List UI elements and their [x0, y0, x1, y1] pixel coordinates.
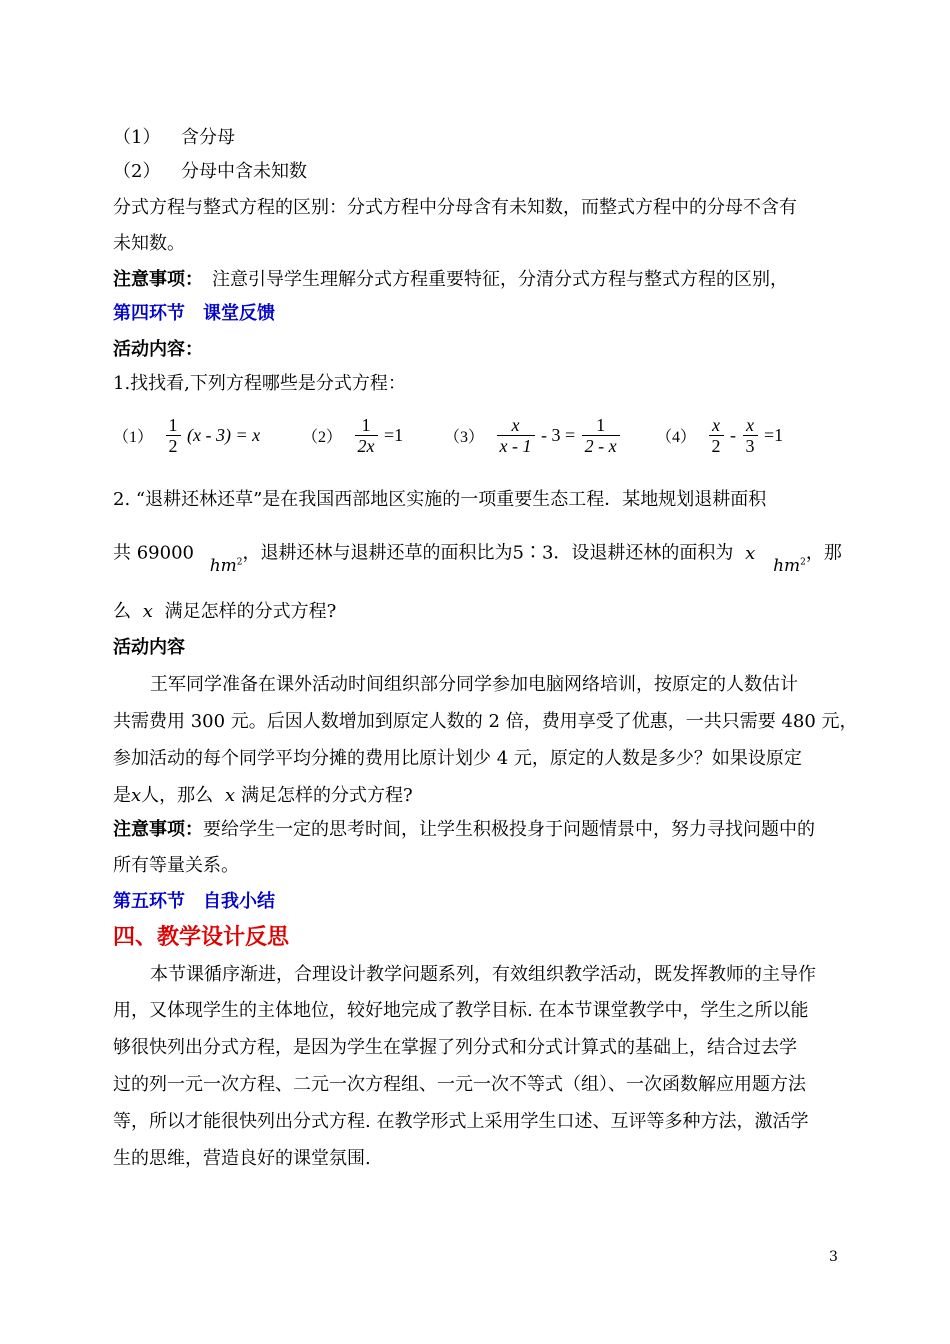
equation-label: （2）: [302, 429, 343, 446]
numerator: x: [511, 415, 520, 435]
paragraph-line: 等，所以才能很快列出分式方程. 在教学形式上采用学生口述、互评等多种方法，激活学: [113, 1111, 809, 1132]
note-label: 注意事项：: [113, 269, 194, 290]
equation-rest: =1: [384, 425, 404, 445]
fraction: [743, 415, 758, 456]
equation-label: （4）: [656, 429, 697, 446]
numerator: 1: [361, 415, 371, 435]
unit-hm2: [210, 556, 243, 576]
denominator: x - 1: [497, 435, 535, 456]
activity-heading: 活动内容: [113, 637, 185, 658]
denominator: 2: [166, 435, 181, 456]
equation-rest: =1: [764, 425, 784, 445]
list-text: 含分母: [181, 127, 235, 148]
paragraph-line: 够很快列出分式方程，是因为学生在掌握了列分式和分式计算式的基础上，结合过去学: [113, 1037, 797, 1058]
paragraph-line: 生的思维，营造良好的课堂氛围.: [113, 1148, 371, 1169]
section-title: 四、教学设计反思: [113, 924, 290, 950]
numerator: 1: [168, 415, 178, 435]
list-number: （1）: [113, 127, 161, 148]
paragraph-line: 用，又体现学生的主体地位，较好地完成了教学目标. 在本节课堂教学中，学生之所以能: [113, 1000, 809, 1021]
equation-rest: (x - 3) = x: [187, 425, 261, 445]
paragraph-line: 分式方程与整式方程的区别：分式方程中分母含有未知数，而整式方程中的分母不含有: [113, 197, 797, 218]
text-span: 人，那么: [141, 785, 214, 806]
note-line: [113, 268, 788, 292]
equation-operator: - 3 =: [541, 425, 576, 445]
denominator: 2x: [355, 435, 378, 456]
paragraph-line: 参加活动的每个同学平均分摊的费用比原计划少 4 元，原定的人数是多少？如果设原定: [113, 748, 802, 769]
unit-text: hm: [209, 555, 237, 576]
paragraph-line: 过的列一元一次方程、二元一次方程组、一元一次不等式（组）、一次函数解应用题方法: [113, 1074, 806, 1095]
fraction: [355, 415, 378, 456]
fraction: [709, 415, 724, 456]
unit-exponent: 2: [236, 557, 243, 567]
fraction: [166, 415, 181, 456]
denominator: 3: [743, 435, 758, 456]
variable-x: x: [142, 601, 153, 622]
numerator: x: [712, 415, 721, 435]
variable-x: x: [745, 542, 756, 564]
question-line: [113, 600, 336, 624]
page-number: 3: [829, 1249, 838, 1265]
equation-1: [113, 415, 260, 456]
numerator: 1: [596, 415, 606, 435]
text-span: ，退耕还林与退耕还草的面积比为5∶3．设退耕还林的面积为: [242, 542, 734, 564]
text-span: 满足怎样的分式方程?: [241, 785, 413, 806]
numerator: x: [746, 415, 755, 435]
paragraph-line: 共需费用 300 元。后因人数增加到原定人数的 2 倍，费用享受了优惠，一共只需要 480 元，: [113, 711, 858, 732]
question-line: [113, 538, 842, 576]
fraction: [582, 415, 620, 456]
variable-x: x: [131, 785, 142, 806]
question-line: 2. “退耕还林还草”是在我国西部地区实施的一项重要生态工程．某地规划退耕面积: [113, 489, 767, 510]
equation-label: （3）: [444, 429, 485, 446]
question-line: 1.找找看,下列方程哪些是分式方程：: [113, 373, 406, 394]
paragraph-line: [113, 784, 413, 808]
unit-text: hm: [773, 555, 801, 576]
list-item: [113, 160, 307, 184]
section-heading: 第四环节 课堂反馈: [113, 303, 275, 324]
unit-hm2: [773, 556, 806, 576]
text-span: 么: [113, 601, 131, 622]
list-number: （2）: [113, 161, 161, 182]
note-text: 要给学生一定的思考时间，让学生积极投身于问题情景中，努力寻找问题中的: [203, 819, 815, 840]
variable-x: x: [224, 785, 236, 806]
text-span: 共 69000: [113, 542, 194, 564]
text-span: 满足怎样的分式方程?: [164, 601, 337, 622]
text-span: ，那: [805, 542, 842, 564]
note-line: [113, 818, 815, 842]
equation-2: [302, 415, 403, 456]
denominator: 2: [709, 435, 724, 456]
activity-heading: 活动内容：: [113, 339, 203, 360]
list-text: 分母中含未知数: [181, 161, 307, 182]
fraction: [497, 415, 535, 456]
equation-label: （1）: [113, 429, 154, 446]
paragraph-line: 王军同学准备在课外活动时间组织部分同学参加电脑网络培训，按原定的人数估计: [150, 674, 798, 695]
note-text: 注意引导学生理解分式方程重要特征，分清分式方程与整式方程的区别，: [212, 269, 788, 290]
denominator: 2 - x: [582, 435, 620, 456]
list-item: [113, 126, 235, 150]
note-label: 注意事项：: [113, 819, 203, 840]
equation-operator: -: [730, 425, 737, 445]
equation-4: [656, 415, 783, 456]
paragraph-line: 本节课循序渐进，合理设计教学问题系列，有效组织教学活动，既发挥教师的主导作: [150, 964, 816, 985]
unit-exponent: 2: [800, 557, 806, 567]
text-span: 是: [113, 785, 131, 806]
paragraph-line: 未知数。: [113, 233, 185, 254]
section-heading: 第五环节 自我小结: [113, 891, 275, 912]
equation-3: [444, 415, 622, 456]
note-line: 所有等量关系。: [113, 855, 239, 876]
